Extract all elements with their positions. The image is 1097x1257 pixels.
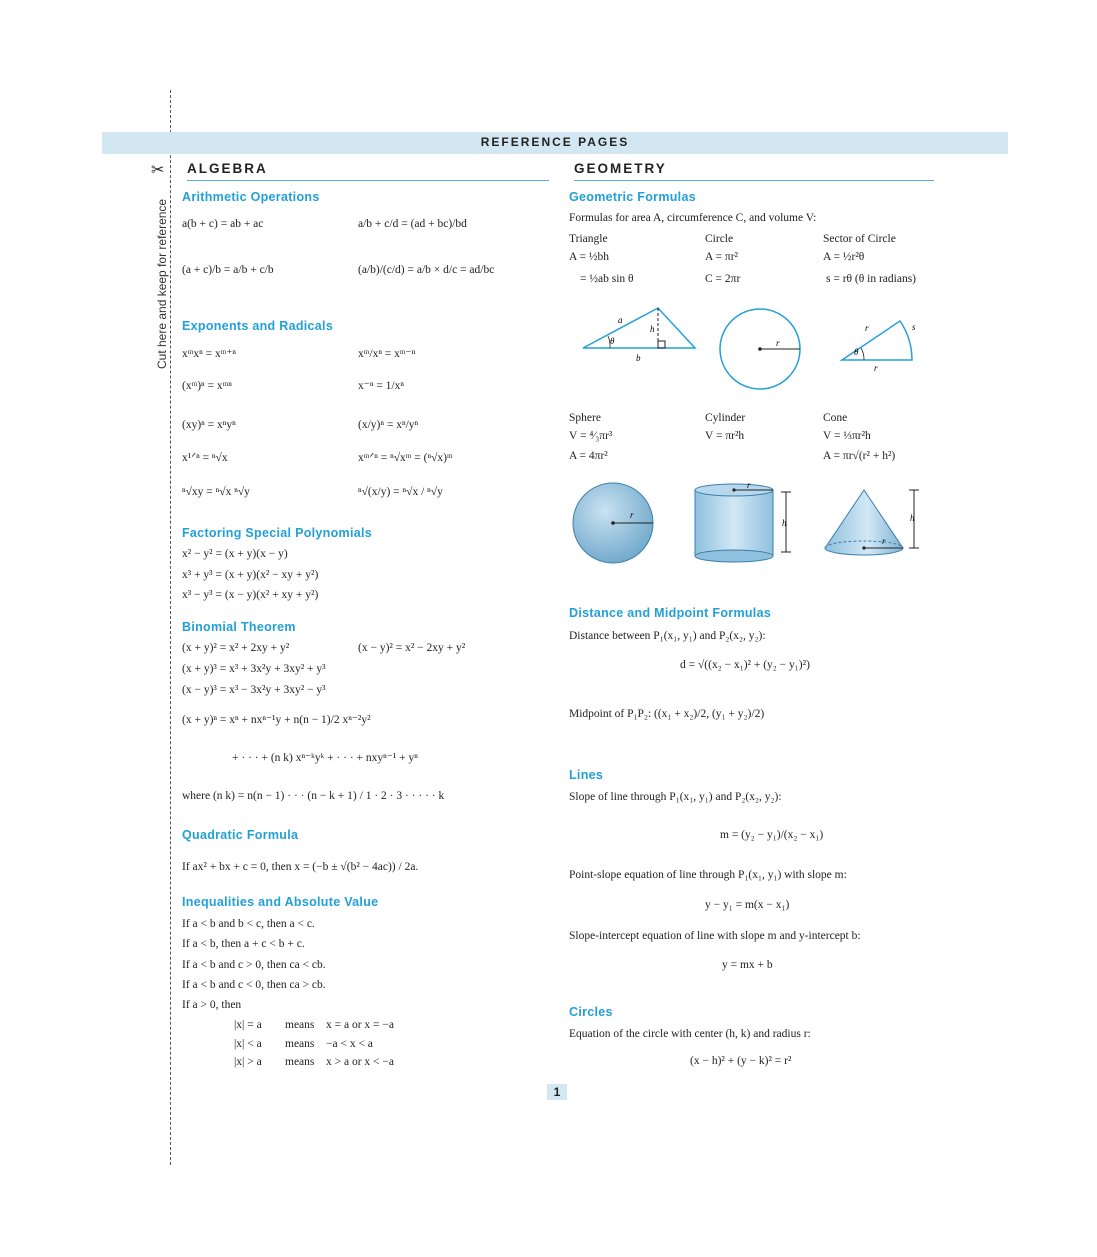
binom-title: Binomial Theorem: [182, 620, 296, 634]
cone-label-h: h: [910, 513, 915, 523]
circle-f2: C = 2πr: [705, 273, 741, 285]
ineq-item: If a < b and c > 0, then ca < cb.: [182, 959, 326, 971]
lines-title: Lines: [569, 768, 604, 782]
sphere-f1: V = ⁴⁄₃πr³: [569, 430, 613, 442]
binom-l1a: (x + y)² = x² + 2xy + y²: [182, 642, 290, 654]
sector-label-theta: θ: [854, 347, 859, 357]
sphere-f2: A = 4πr²: [569, 450, 608, 462]
geo-intro: Formulas for area A, circumference C, and volume V:: [569, 212, 817, 224]
abs-rhs: x = a or x = −a: [326, 1019, 394, 1031]
circle-f1: A = πr²: [705, 251, 738, 263]
geometry-title: GEOMETRY: [574, 161, 934, 181]
triangle-name: Triangle: [569, 233, 608, 245]
binom-l2: (x + y)³ = x³ + 3x²y + 3xy² + y³: [182, 663, 326, 675]
arith-title: Arithmetic Operations: [182, 190, 320, 204]
arith-r1: a/b + c/d = (ad + bc)/bd: [358, 218, 467, 230]
slope-formula: m = (y₂ − y₁)/(x₂ − x₁): [720, 829, 824, 841]
abs-lhs: |x| > a: [234, 1056, 262, 1068]
abs-means: means: [285, 1056, 315, 1068]
si-formula: y = mx + b: [722, 959, 773, 971]
midpoint: Midpoint of P₁P₂: ((x₁ + x₂)/2, (y₁ + y₂)/2): [569, 708, 765, 720]
exp-item: xᵐᐟⁿ = ⁿ√xᵐ = (ⁿ√x)ᵐ: [358, 452, 453, 464]
exp-item: ⁿ√xy = ⁿ√x ⁿ√y: [182, 486, 250, 498]
sector-name: Sector of Circle: [823, 233, 896, 245]
sphere-name: Sphere: [569, 412, 601, 424]
triangle-figure: [580, 305, 700, 365]
dist-title: Distance and Midpoint Formulas: [569, 606, 772, 620]
sector-label-r: r: [865, 323, 869, 333]
geo-formulas-title: Geometric Formulas: [569, 190, 696, 204]
binom-l5: + · · · + (n k) xⁿ⁻ᵏyᵏ + · · · + nxyⁿ⁻¹ + yⁿ: [232, 752, 418, 764]
page-title: REFERENCE PAGES: [480, 135, 630, 149]
sector-f1: A = ½r²θ: [823, 251, 865, 263]
tri-label-b: b: [636, 353, 641, 363]
si-intro: Slope-intercept equation of line with slope m and y-intercept b:: [569, 930, 861, 942]
exp-item: (xy)ⁿ = xⁿyⁿ: [182, 419, 236, 431]
exp-title: Exponents and Radicals: [182, 319, 334, 333]
exp-item: x⁻ⁿ = 1/xⁿ: [358, 380, 404, 392]
factor-item: x³ − y³ = (x − y)(x² + xy + y²): [182, 589, 319, 601]
sphere-label-r: r: [630, 510, 634, 520]
circle-figure: [718, 308, 802, 392]
binom-l3: (x − y)³ = x³ − 3x²y + 3xy² − y³: [182, 684, 326, 696]
exp-item: xᵐ/xⁿ = xᵐ⁻ⁿ: [358, 348, 416, 360]
slope-intro: Slope of line through P₁(x₁, y₁) and P₂(x₂, y₂):: [569, 791, 782, 803]
page-number: 1: [547, 1084, 567, 1100]
ineq-item: If a < b and c < 0, then ca > cb.: [182, 979, 326, 991]
tri-label-h: h: [650, 324, 655, 334]
sector-figure: [838, 305, 928, 375]
ps-intro: Point-slope equation of line through P₁(x₁, y₁) with slope m:: [569, 869, 847, 881]
abs-rhs: −a < x < a: [326, 1038, 373, 1050]
ineq-item: If a < b and b < c, then a < c.: [182, 918, 315, 930]
abs-lhs: |x| = a: [234, 1019, 262, 1031]
sector-label-r2: r: [874, 363, 878, 373]
cone-f2: A = πr√(r² + h²): [823, 450, 896, 462]
ineq-item: If a < b, then a + c < b + c.: [182, 938, 305, 950]
cone-name: Cone: [823, 412, 848, 424]
header-banner: [102, 132, 1008, 154]
arith-l2: (a + c)/b = a/b + c/b: [182, 264, 274, 276]
circles-title: Circles: [569, 1005, 613, 1019]
circle-name: Circle: [705, 233, 734, 245]
exp-item: ⁿ√(x/y) = ⁿ√x / ⁿ√y: [358, 486, 443, 498]
sector-label-s: s: [912, 322, 916, 332]
binom-l6: where (n k) = n(n − 1) · · · (n − k + 1) / 1 · 2 · 3 · · · · · k: [182, 790, 445, 802]
abs-means: means: [285, 1038, 315, 1050]
ineq-title: Inequalities and Absolute Value: [182, 895, 379, 909]
sector-f2: s = rθ (θ in radians): [826, 273, 916, 285]
tri-label-a: a: [618, 315, 623, 325]
exp-item: x¹ᐟⁿ = ⁿ√x: [182, 452, 228, 464]
cyl-label-h: h: [782, 518, 787, 528]
factor-item: x³ + y³ = (x + y)(x² − xy + y²): [182, 569, 319, 581]
quad-text: If ax² + bx + c = 0, then x = (−b ± √(b² − 4ac)) / 2a.: [182, 861, 419, 873]
ps-formula: y − y₁ = m(x − x₁): [705, 899, 790, 911]
factor-item: x² − y² = (x + y)(x − y): [182, 548, 288, 560]
arith-l1: a(b + c) = ab + ac: [182, 218, 264, 230]
ineq-item: If a > 0, then: [182, 999, 242, 1011]
binom-l1b: (x − y)² = x² − 2xy + y²: [358, 642, 466, 654]
tri-label-theta: θ: [610, 336, 615, 346]
cut-note: Cut here and keep for reference: [155, 198, 169, 369]
factor-title: Factoring Special Polynomials: [182, 526, 372, 540]
abs-lhs: |x| < a: [234, 1038, 262, 1050]
exp-item: (xᵐ)ⁿ = xᵐⁿ: [182, 380, 232, 392]
exp-item: (x/y)ⁿ = xⁿ/yⁿ: [358, 419, 419, 431]
circles-eq: (x − h)² + (y − k)² = r²: [690, 1055, 792, 1067]
cyl-label-r: r: [747, 480, 751, 490]
dist-intro: Distance between P₁(x₁, y₁) and P₂(x₂, y₂):: [569, 630, 766, 642]
cone-label-r: r: [882, 536, 886, 546]
cone-figure: [822, 486, 922, 566]
dist-formula: d = √((x₂ − x₁)² + (y₂ − y₁)²): [680, 659, 810, 671]
binom-l4: (x + y)ⁿ = xⁿ + nxⁿ⁻¹y + n(n − 1)/2 xⁿ⁻²y²: [182, 714, 371, 726]
cut-line: [170, 90, 171, 1165]
cylinder-figure: [692, 482, 802, 564]
abs-means: means: [285, 1019, 315, 1031]
sphere-figure: [572, 482, 656, 566]
abs-rhs: x > a or x < −a: [326, 1056, 394, 1068]
algebra-title: ALGEBRA: [187, 161, 549, 181]
circle-label-r: r: [776, 338, 780, 348]
arith-r2: (a/b)/(c/d) = a/b × d/c = ad/bc: [358, 264, 495, 276]
triangle-f1: A = ½bh: [569, 251, 610, 263]
triangle-f2: = ½ab sin θ: [580, 273, 634, 285]
quad-title: Quadratic Formula: [182, 828, 299, 842]
exp-item: xᵐxⁿ = xᵐ⁺ⁿ: [182, 348, 237, 360]
cylinder-name: Cylinder: [705, 412, 746, 424]
circles-intro: Equation of the circle with center (h, k) and radius r:: [569, 1028, 811, 1040]
scissors-icon: ✂: [151, 160, 165, 179]
cone-f1: V = ⅓πr²h: [823, 430, 871, 442]
cylinder-f1: V = πr²h: [705, 430, 745, 442]
